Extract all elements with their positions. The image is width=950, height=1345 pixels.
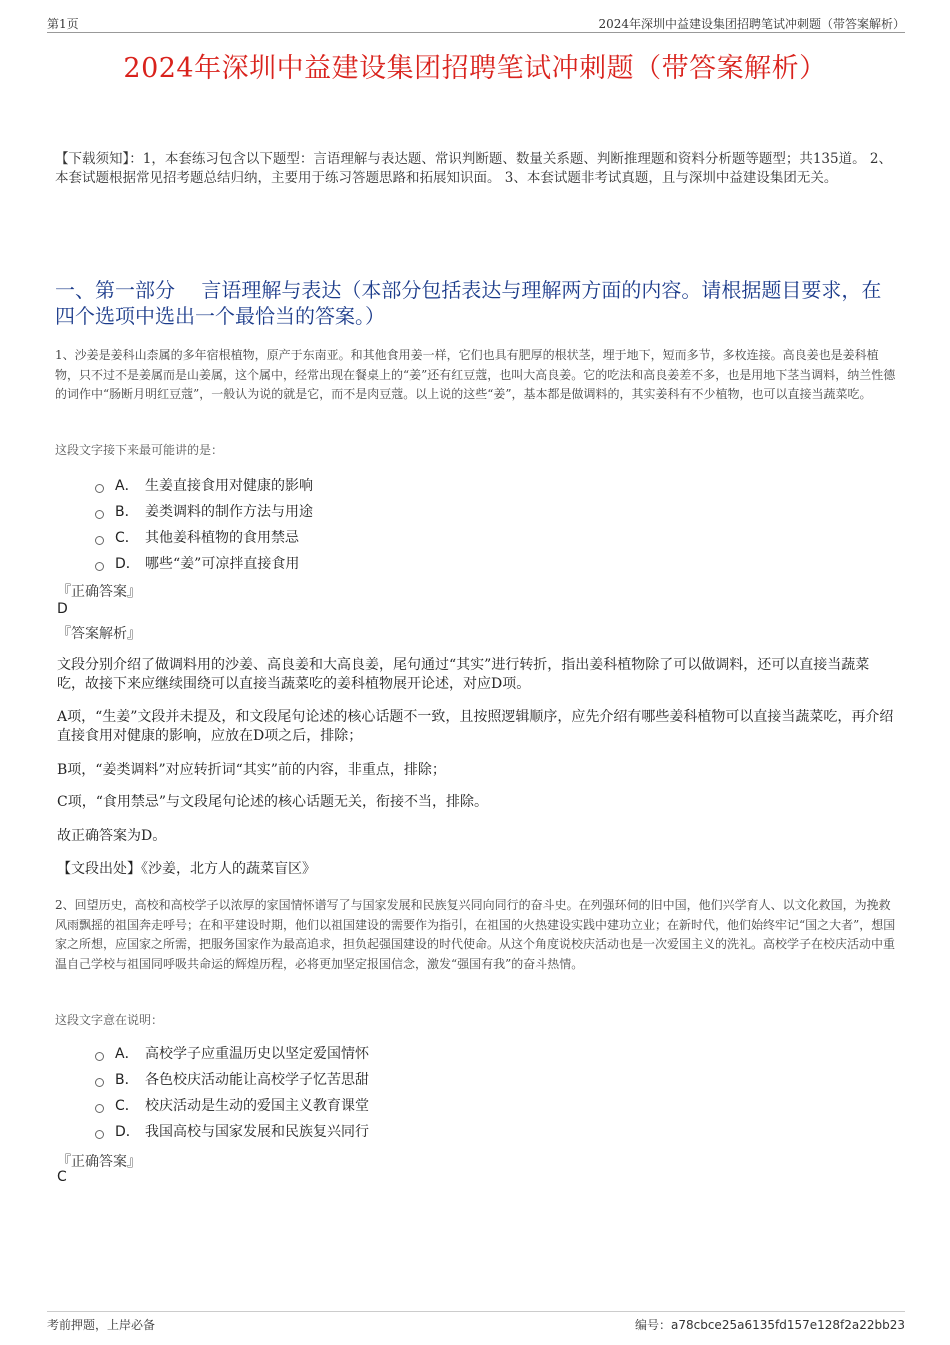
question-2-text: 2、回望历史，高校和高校学子以浓厚的家国情怀谱写了与国家发展和民族复兴同向同行的奋斗史。在列强环伺的旧中国，他们兴学育人、以文化救国，为挽救风雨飘摇的祖国奔走呼号；在和平建设时期，他们以祖国建设的需要作为指引，在祖国的火热建设实践中建功立业；在新时代，他们始终牢记“国之大者”，想国家之所想，应国家之所需，把服务国家作为最高追求，担负起强国建设的时代使命。从这个角度说校庆活动也是一次爱国主义的洗礼。高校学子在校庆活动中重温自己学校与祖国同呼吸共命运的辉煌历程，必将更加坚定报国信念，激发“强国有我”的奋斗热情。: [55, 898, 896, 971]
question-1-analysis-label: 『答案解析』: [57, 626, 141, 642]
analysis-paragraph: A项，“生姜”文段并未提及，和文段尾句论述的核心话题不一致，且按照逻辑顺序，应先介绍有哪些姜科植物可以直接当蔬菜吃，再介绍直接食用对健康的影响，应放在D项之后，排除；: [57, 709, 894, 744]
question-2-answer-label: 『正确答案』: [57, 1154, 141, 1170]
question-2-option-b[interactable]: B． 各色校庆活动能让高校学子忆苦思甜: [95, 1066, 795, 1092]
page-footer: [47, 1311, 905, 1331]
question-2-options: [95, 1040, 795, 1144]
analysis-paragraph: 文段分别介绍了做调料用的沙姜、高良姜和大高良姜，尾句通过“其实”进行转折，指出姜科植物除了可以做调料，还可以直接当蔬菜吃，故接下来应继续围绕可以直接当蔬菜吃的姜科植物展开论述，对应D项。: [57, 657, 870, 692]
radio-icon[interactable]: [95, 1052, 104, 1061]
radio-icon[interactable]: [95, 510, 104, 519]
page-title: 2024年深圳中益建设集团招聘笔试冲刺题（带答案解析）: [123, 53, 827, 84]
question-2-answer: C: [57, 1169, 67, 1185]
footer-code: 编号：a78cbce25a6135fd157e128f2a22bb23: [634, 1318, 905, 1332]
footer-slogan: 考前押题，上岸必备: [47, 1318, 156, 1332]
radio-icon[interactable]: [95, 1078, 104, 1087]
header-doc-title: 2024年深圳中益建设集团招聘笔试冲刺题（带答案解析）: [598, 17, 905, 31]
analysis-paragraph: C项，“食用禁忌”与文段尾句论述的核心话题无关，衔接不当，排除。: [57, 794, 489, 810]
radio-icon[interactable]: [95, 562, 104, 571]
question-2-option-d[interactable]: D． 我国高校与国家发展和民族复兴同行: [95, 1118, 795, 1144]
question-2-prompt: 这段文字意在说明：: [55, 1013, 164, 1027]
analysis-paragraph: B项，“姜类调料”对应转折词“其实”前的内容，非重点，排除；: [57, 762, 446, 778]
analysis-source: 【文段出处】《沙姜，北方人的蔬菜盲区》: [57, 861, 316, 877]
radio-icon[interactable]: [95, 484, 104, 493]
radio-icon[interactable]: [95, 1104, 104, 1113]
download-notice: 【下载须知】：1，本套练习包含以下题型：言语理解与表达题、常识判断题、数量关系题、判断推理题和资料分析题等题型；共135道。 2、本套试题根据常见招考题总结归纳，主要用于练习答题思路和拓展知识面。 3、本套试题非考试真题，且与深圳中益建设集团无关。: [55, 151, 892, 186]
question-1-text: 1、沙姜是姜科山柰属的多年宿根植物，原产于东南亚。和其他食用姜一样，它们也具有肥厚的根状茎，埋于地下，短而多节，多枚连接。高良姜也是姜科植物，只不过不是姜属而是山姜属，这个属中，经常出现在餐桌上的“姜”还有红豆蔻，也叫大高良姜。它的吃法和高良姜差不多，也是用地下茎当调料，纳兰性德的词作中“肠断月明红豆蔻”，一般认为说的就是它，而不是肉豆蔻。以上说的这些“姜”，基本都是做调料的，其实姜科有不少植物，也可以直接当蔬菜吃。: [55, 348, 896, 401]
question-1-prompt: 这段文字接下来最可能讲的是：: [55, 443, 224, 457]
question-1-answer: D: [57, 601, 68, 617]
radio-icon[interactable]: [95, 536, 104, 545]
section-heading: 一、第一部分 言语理解与表达（本部分包括表达与理解两方面的内容。请根据题目要求，在四个选项中选出一个最恰当的答案。）: [55, 278, 882, 328]
page-number: 第1页: [47, 17, 79, 31]
page-header: [47, 13, 905, 33]
question-1-option-a[interactable]: A． 生姜直接食用对健康的影响: [95, 472, 795, 498]
analysis-conclusion: 故正确答案为D。: [57, 828, 167, 844]
question-2-option-c[interactable]: C． 校庆活动是生动的爱国主义教育课堂: [95, 1092, 795, 1118]
radio-icon[interactable]: [95, 1130, 104, 1139]
question-2-option-a[interactable]: A． 高校学子应重温历史以坚定爱国情怀: [95, 1040, 795, 1066]
question-1-option-d[interactable]: D． 哪些“姜”可凉拌直接食用: [95, 550, 795, 576]
question-1-option-b[interactable]: B． 姜类调料的制作方法与用途: [95, 498, 795, 524]
question-1-answer-label: 『正确答案』: [57, 584, 141, 600]
question-1-options: [95, 472, 795, 576]
question-1-option-c[interactable]: C． 其他姜科植物的食用禁忌: [95, 524, 795, 550]
